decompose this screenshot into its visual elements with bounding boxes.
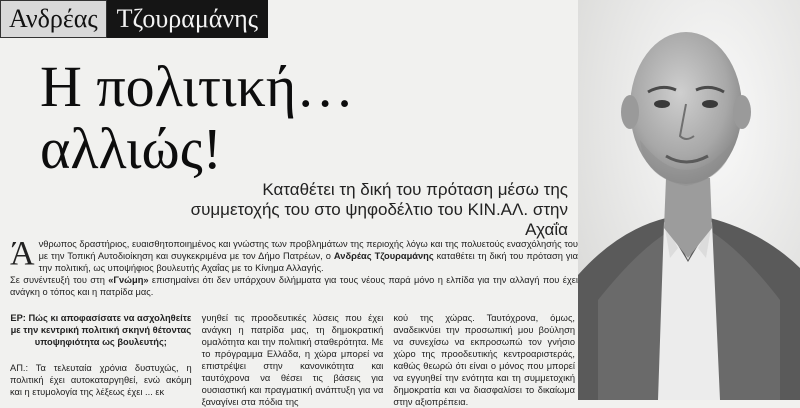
body-column-2-text: γυηθεί τις προοδευτικές λύσεις που έχει ανάγκη η πατρίδα μας, τη δημοκρατική ομαλότητα και την πολιτική σταθερότητα. Με το πρόγραμμα Ελλάδα, η χώρα μπορεί να επιστρέψει στην κανονικότητα και ταυτόχρονα να θέσει τις βάσεις για ουσιαστική και πραγματική ανάπτυξη για να ξαναγίνει στα πόδια της: [201, 313, 384, 407]
article-subtitle: [148, 180, 568, 240]
intro-text-part-2: καταθέτει τη δική του πρόταση για την πολιτική, ως υποψήφιος βουλευτής Αχαΐας με το Κίνημα Αλλαγής.: [38, 251, 579, 273]
subtitle-line-2: συμμετοχής του στο ψηφοδέλτιο του ΚΙΝ.ΑΛ. στην Αχαΐα: [190, 200, 568, 239]
subtitle-line-1: Καταθέτει τη δική του πρόταση μέσω της: [262, 180, 568, 199]
author-last-name: Τζουραμάνης: [107, 0, 268, 38]
intro-drop-cap: Ά: [10, 235, 35, 272]
intro-author-name: Ανδρέας Τζουραμάνης: [333, 251, 434, 261]
body-column-3-text: κού της χώρας. Ταυτόχρονα, όμως, αναδεικνύει την προσωπική μου βούληση να συνεχίσω να εκπροσωπώ τον γνήσιο χώρο της προοδευτικής κεντροαριστεράς, καθώς θεωρώ ότι είναι ο μόνος που μπορεί να εγγυηθεί την ενότητα και τη συμμετοχική δημοκρατία και να διασφαλίσει το δικαίωμα στην αξιοπρέπεια.: [393, 313, 576, 407]
body-column-2: [201, 312, 384, 407]
article-intro: [10, 235, 579, 298]
author-first-name: Ανδρέας: [0, 0, 107, 38]
headline-line-1: Η πολιτική…: [40, 54, 355, 119]
headline-line-2: αλλιώς!: [40, 116, 222, 181]
body-column-3: [393, 312, 576, 407]
article-headline: [40, 56, 560, 180]
interview-answer: ΑΠ.: Τα τελευταία χρόνια δυστυχώς, η πολιτική έχει αυτοκαταργηθεί, ενώ ακόμη και η ετυμολογία της λέξεως έχει ... εκ: [10, 363, 192, 397]
intro-newspaper-name: «Γνώμη»: [108, 275, 149, 285]
author-name-banner: [0, 0, 268, 38]
portrait-illustration: [578, 0, 800, 400]
body-column-1: [10, 312, 192, 400]
intro-text-part-1: νθρωπος δραστήριος, ευαισθητοποιημένος και γνώστης των προβλημάτων της περιοχής λόγω και της πολυετούς ενασχόλησής του με την Τοπική Αυτοδιοίκηση και συγκεκριμένα με τον Δήμο Πατρέων, ο: [38, 239, 578, 261]
article-body-columns: [10, 312, 576, 407]
intro-line2-part-2: επισημαίνει ότι δεν υπάρχουν διλήμματα για τους νέους παρά μόνο η ελπίδα για την αλλαγή που έχει ανάγκη ο τόπος και η πατρίδα μας.: [10, 275, 578, 297]
portrait-photo: [578, 0, 800, 400]
interview-question: ΕΡ: Πώς κι αποφασίσατε να ασχοληθείτε με την κεντρική πολιτική σκηνή θέτοντας υποψηφιότητα ως βουλευτής;: [10, 313, 192, 347]
intro-line2-part-1: Σε συνέντευξή του στη: [10, 275, 109, 285]
